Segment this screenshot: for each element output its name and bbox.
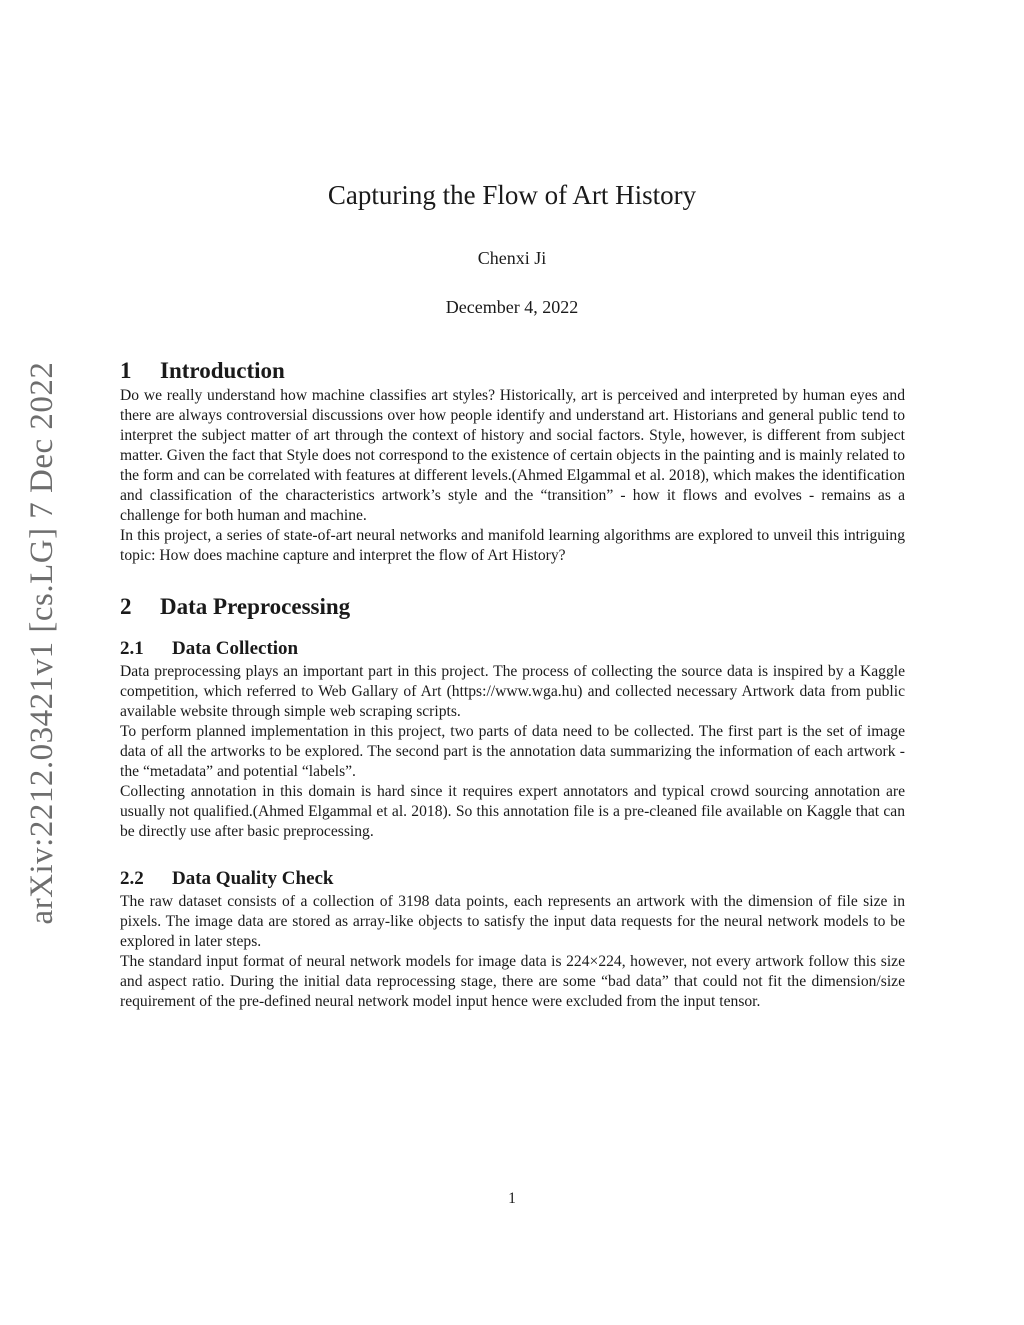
paragraph: Do we really understand how machine classifies art styles? Historically, art is perceived and interpreted by human eyes and there are always controversial discussions over how people identify and understand art. Historians and general public tend to interpret the subject matter of art through the context of history and social factors. Style, however, is different from subject matter. Given the fact that Style does not correspond to the existence of certain objects in the painting and is mainly related to the form and can be correlated with features at different levels.(Ahmed Elgammal et al. 2018), which makes the identification and classification of the characteristics artwork’s style and the “transition” - how it flows and evolves - remains as a challenge for both human and machine.	[120, 387, 905, 524]
subsection-number: 2.1	[120, 638, 144, 659]
paragraph: The standard input format of neural network models for image data is 224×224, however, not every artwork follow this size and aspect ratio. During the initial data reprocessing stage, there are some “bad data” that could not fit the dimension/size requirement of the pre-defined neural network model input hence were excluded from the input tensor.	[120, 953, 905, 1010]
subsection-title: Data Collection	[172, 638, 299, 659]
subsection-heading-data-quality-check	[120, 866, 905, 892]
paragraph: Data preprocessing plays an important part in this project. The process of collecting the source data is inspired by a Kaggle competition, which referred to Web Gallary of Art (https://www.wga.hu) and collected necessary Artwork data from public available website through simple web scraping scripts.	[120, 663, 905, 720]
section-heading-data-preprocessing	[120, 592, 905, 622]
paper-body	[120, 356, 905, 1012]
paragraph: In this project, a series of state-of-art neural networks and manifold learning algorithms are explored to unveil this intriguing topic: How does machine capture and interpret the flow of Art History?	[120, 527, 905, 564]
paragraph: Collecting annotation in this domain is hard since it requires expert annotators and typical crowd sourcing annotation are usually not qualified.(Ahmed Elgammal et al. 2018). So this annotation file is a pre-cleaned file available on Kaggle that can be directly use after basic preprocessing.	[120, 783, 905, 840]
subsection-title: Data Quality Check	[172, 868, 334, 889]
paper-title: Capturing the Flow of Art History	[327, 180, 697, 210]
section-title: Data Preprocessing	[160, 594, 351, 619]
section-number: 1	[120, 358, 132, 383]
paragraph: The raw dataset consists of a collection of 3198 data points, each represents an artwork with the dimension of file size in pixels. The image data are stored as array-like objects to satisfy the input data requests for the neural network models to be explored in later steps.	[120, 893, 905, 950]
arxiv-identifier: arXiv:2212.03421v1 [cs.LG] 7 Dec 2022	[24, 361, 60, 925]
author-name: Chenxi Ji	[477, 248, 547, 268]
subsection-heading-data-collection	[120, 636, 905, 662]
page-number: 1	[508, 1190, 516, 1207]
paragraph: To perform planned implementation in this project, two parts of data need to be collected. The first part is the set of image data of all the artworks to be explored. The second part is the annotation data summarizing the information of each artwork - the “metadata” and potential “labels”.	[120, 723, 905, 780]
section-title: Introduction	[160, 358, 285, 383]
publication-date: December 4, 2022	[445, 297, 579, 317]
subsection-number: 2.2	[120, 868, 144, 889]
section-heading-introduction	[120, 356, 905, 386]
section-number: 2	[120, 594, 132, 619]
